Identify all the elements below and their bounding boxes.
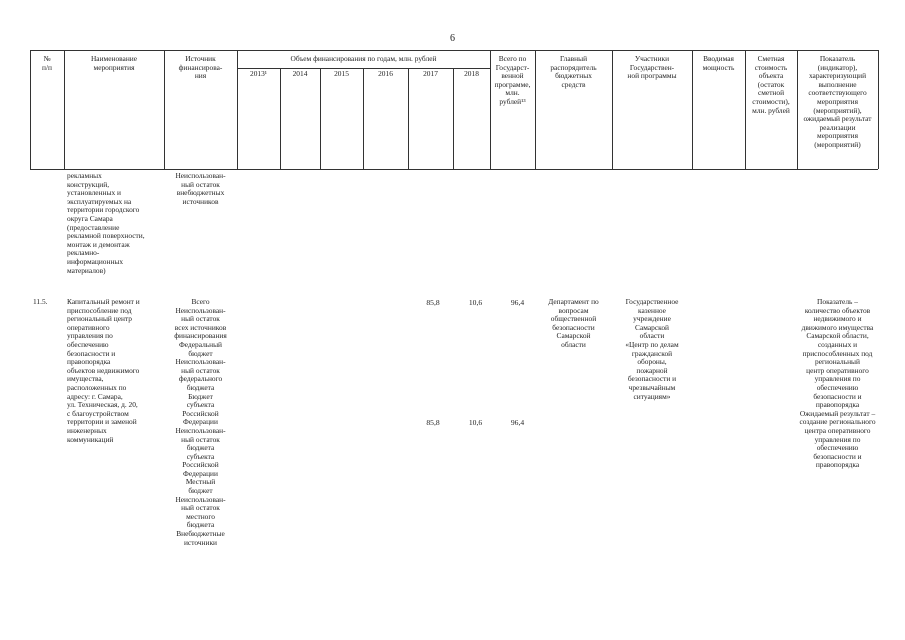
row-main-manager: Департамент по вопросам общественной безопасности Самарской области bbox=[548, 297, 599, 349]
total-sum-value: 96,4 bbox=[510, 298, 525, 307]
prev-row-source: Неиспользован- ный остаток внебюджетных источников bbox=[175, 171, 226, 206]
page-number: 6 bbox=[450, 33, 455, 44]
prev-row-name: рекламных конструкций, установленных и эксплуатируемых на территории городского округа Самара (предоставление рекламной поверхности, монтаж и демонтаж рекламно- информационных материалов) bbox=[67, 171, 145, 275]
header-estimate: Сметная стоимость объекта (остаток сметной стоимости), млн. рублей bbox=[752, 54, 790, 115]
header-participants: Участники Государствен- ной программы bbox=[627, 54, 677, 81]
regional-2017-value: 85,8 bbox=[426, 418, 440, 427]
row-number: 11.5. bbox=[33, 297, 48, 306]
row-sources: Всего Неиспользован- ный остаток всех источников финансирования Федеральный бюджет Неиспользован- ный остаток федерального бюджета Бюджет субъекта Российской Федерации Неиспользован- ный остаток бюджета субъекта Российской Федерации Местный бюджет Неиспользован- ный остаток местного бюджета Внебюджетные источники bbox=[174, 297, 227, 547]
header-total: Всего по Государст- венной программе, млн. рублей¹³ bbox=[494, 54, 531, 106]
header-year-2016: 2016 bbox=[378, 69, 393, 78]
total-2018-value: 10,6 bbox=[468, 298, 483, 307]
header-year-2014: 2014 bbox=[292, 69, 308, 78]
header-capacity: Вводимая мощность bbox=[702, 54, 735, 72]
total-2017-value: 85,8 bbox=[426, 298, 440, 307]
header-source: Источник финансирова- ния bbox=[178, 54, 223, 81]
header-name: Наименование мероприятия bbox=[90, 54, 138, 72]
row-indicator: Показатель – количество объектов недвижимого и движимого имущества Самарской области, созданных и приспособленных под региональный центр оперативного управления по обеспечению безопасности и правопорядка Ожидаемый результат – создание регионального центра оперативного управления по обеспечению безопасности и правопорядка bbox=[799, 297, 876, 470]
header-indicator: Показатель (индикатор), характеризующий выполнение соответствующего мероприятия (мероприятий), ожидаемый результат реализации мероприятия (мероприятий) bbox=[803, 54, 872, 149]
regional-sum-value: 96,4 bbox=[510, 418, 525, 427]
header-year-2018: 2018 bbox=[464, 69, 479, 78]
header-volume-title: Объем финансирования по годам, млн. рублей bbox=[290, 54, 437, 63]
header-year-2013: 2013¹ bbox=[250, 69, 267, 78]
row-name: Капитальный ремонт и приспособление под региональный центр оперативного управления по обеспечению безопасности и правопорядка объектов недвижимого имущества, расположенных по адресу: г. Самара, ул. Техническая, д. 20, с благоустройством территории и заменой инженерных коммуникаций bbox=[67, 297, 140, 444]
header-year-2015: 2015 bbox=[334, 69, 349, 78]
header-year-2017: 2017 bbox=[423, 69, 438, 78]
header-no: № п/п bbox=[42, 54, 52, 72]
header-main-manager: Главный распорядитель бюджетных средств bbox=[550, 54, 597, 89]
regional-2018-value: 10,6 bbox=[468, 418, 483, 427]
row-participants: Государственное казенное учреждение Самарской области «Центр по делам гражданской обороны, пожарной безопасности и чрезвычайным ситуациям» bbox=[625, 297, 679, 401]
